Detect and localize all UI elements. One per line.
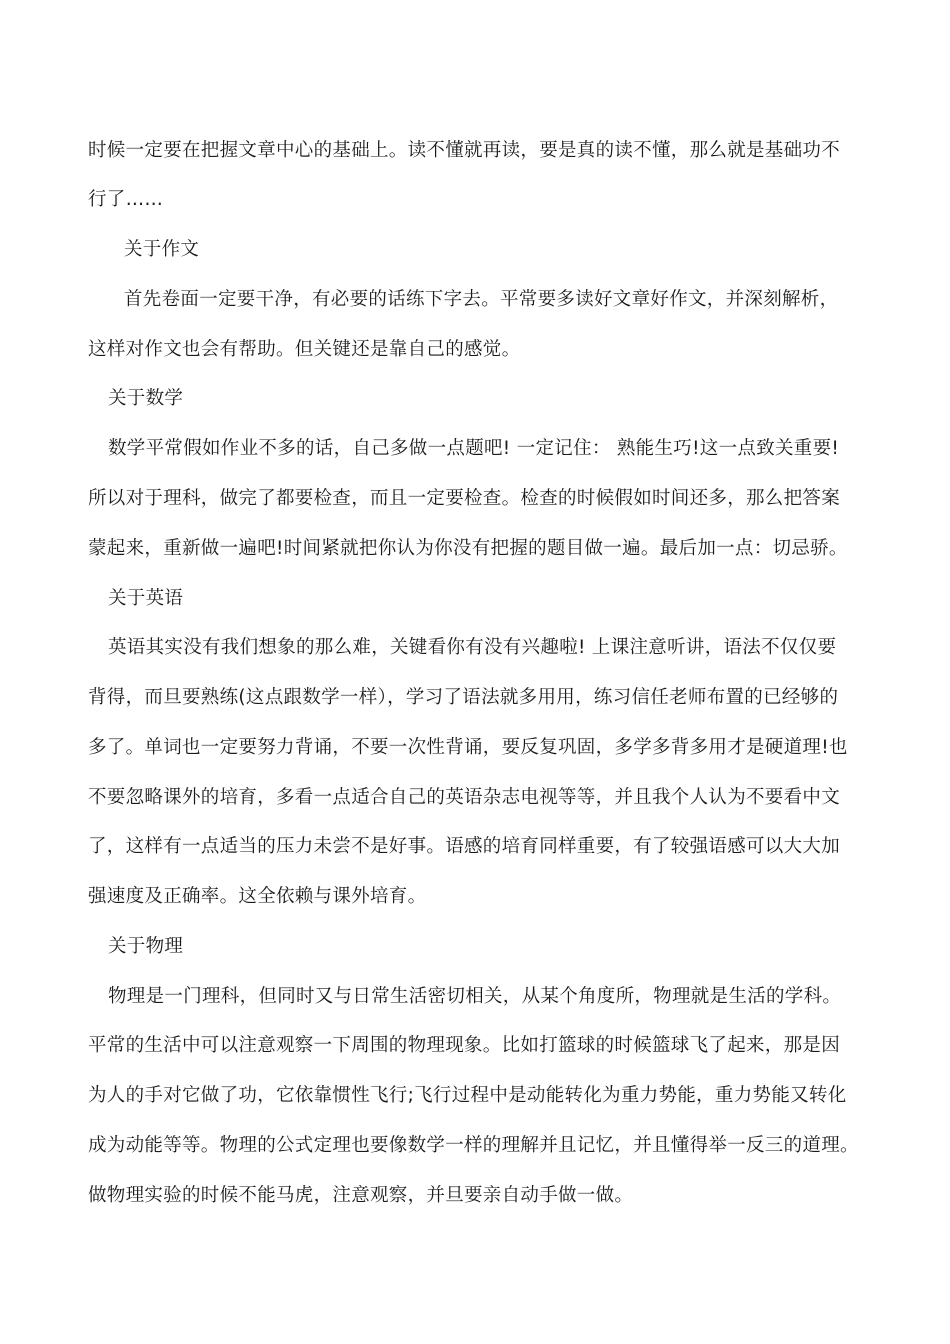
- text-line: 背得，而旦要熟练(这点跟数学一样），学习了语法就多用用，练习信任老师布置的已经够的: [88, 687, 839, 708]
- text-line: 为人的手对它做了功，它依靠惯性飞行;飞行过程中是动能转化为重力势能，重力势能又转化: [88, 1085, 847, 1106]
- text-line: 行了……: [88, 189, 164, 210]
- text-line: 物理是一门理科，但同时又与日常生活密切相关，从某个角度所，物理就是生活的学科。: [108, 986, 842, 1007]
- section-heading-composition: 关于作文: [124, 239, 200, 260]
- text-line: 强速度及正确率。这全依赖与课外培育。: [88, 886, 427, 907]
- text-line: 平常的生活中可以注意观察一下周围的物理现象。比如打篮球的时候篮球飞了起来，那是因: [88, 1035, 841, 1056]
- text-line: 多了。单词也一定要努力背诵，不要一次性背诵，要反复巩固，多学多背多用才是硬道理!也: [88, 737, 848, 758]
- text-line: 首先卷面一定要干净，有必要的话练下字去。平常要多读好文章好作文，并深刻解析，: [124, 289, 839, 310]
- text-line: 不要忽略课外的培育，多看一点适合自己的英语杂志电视等等，并且我个人认为不要看中文: [88, 787, 841, 808]
- text-line: 英语其实没有我们想象的那么难，关键看你有没有兴趣啦! 上课注意听讲，语法不仅仅要: [108, 637, 837, 658]
- text-line: 了，这样有一点适当的压力未尝不是好事。语感的培育同样重要，有了较强语感可以大大加: [88, 836, 841, 857]
- text-line: 时候一定要在把握文章中心的基础上。读不懂就再读，要是真的读不懂，那么就是基础功不: [88, 140, 841, 161]
- section-heading-english: 关于英语: [108, 588, 184, 609]
- section-heading-math: 关于数学: [108, 388, 184, 409]
- text-line: 蒙起来，重新做一遍吧!时间紧就把你认为你没有把握的题目做一遍。最后加一点：切忌骄。: [88, 538, 848, 559]
- text-line: 做物理实验的时候不能马虎，注意观察，并旦要亲自动手做一做。: [88, 1185, 634, 1206]
- text-line: 成为动能等等。物理的公式定理也要像数学一样的理解并且记忆，并且懂得举一反三的道理。: [88, 1135, 859, 1156]
- text-line: 数学平常假如作业不多的话，自己多做一点题吧! 一定记住： 熟能生巧!这一点致关重要!: [108, 438, 840, 459]
- text-line: 所以对于理科，做完了都要检查，而且一定要检查。检查的时候假如时间还多，那么把答案: [88, 488, 841, 509]
- text-line: 这样对作文也会有帮助。但关键还是靠自己的感觉。: [88, 339, 521, 360]
- section-heading-physics: 关于物理: [108, 936, 184, 957]
